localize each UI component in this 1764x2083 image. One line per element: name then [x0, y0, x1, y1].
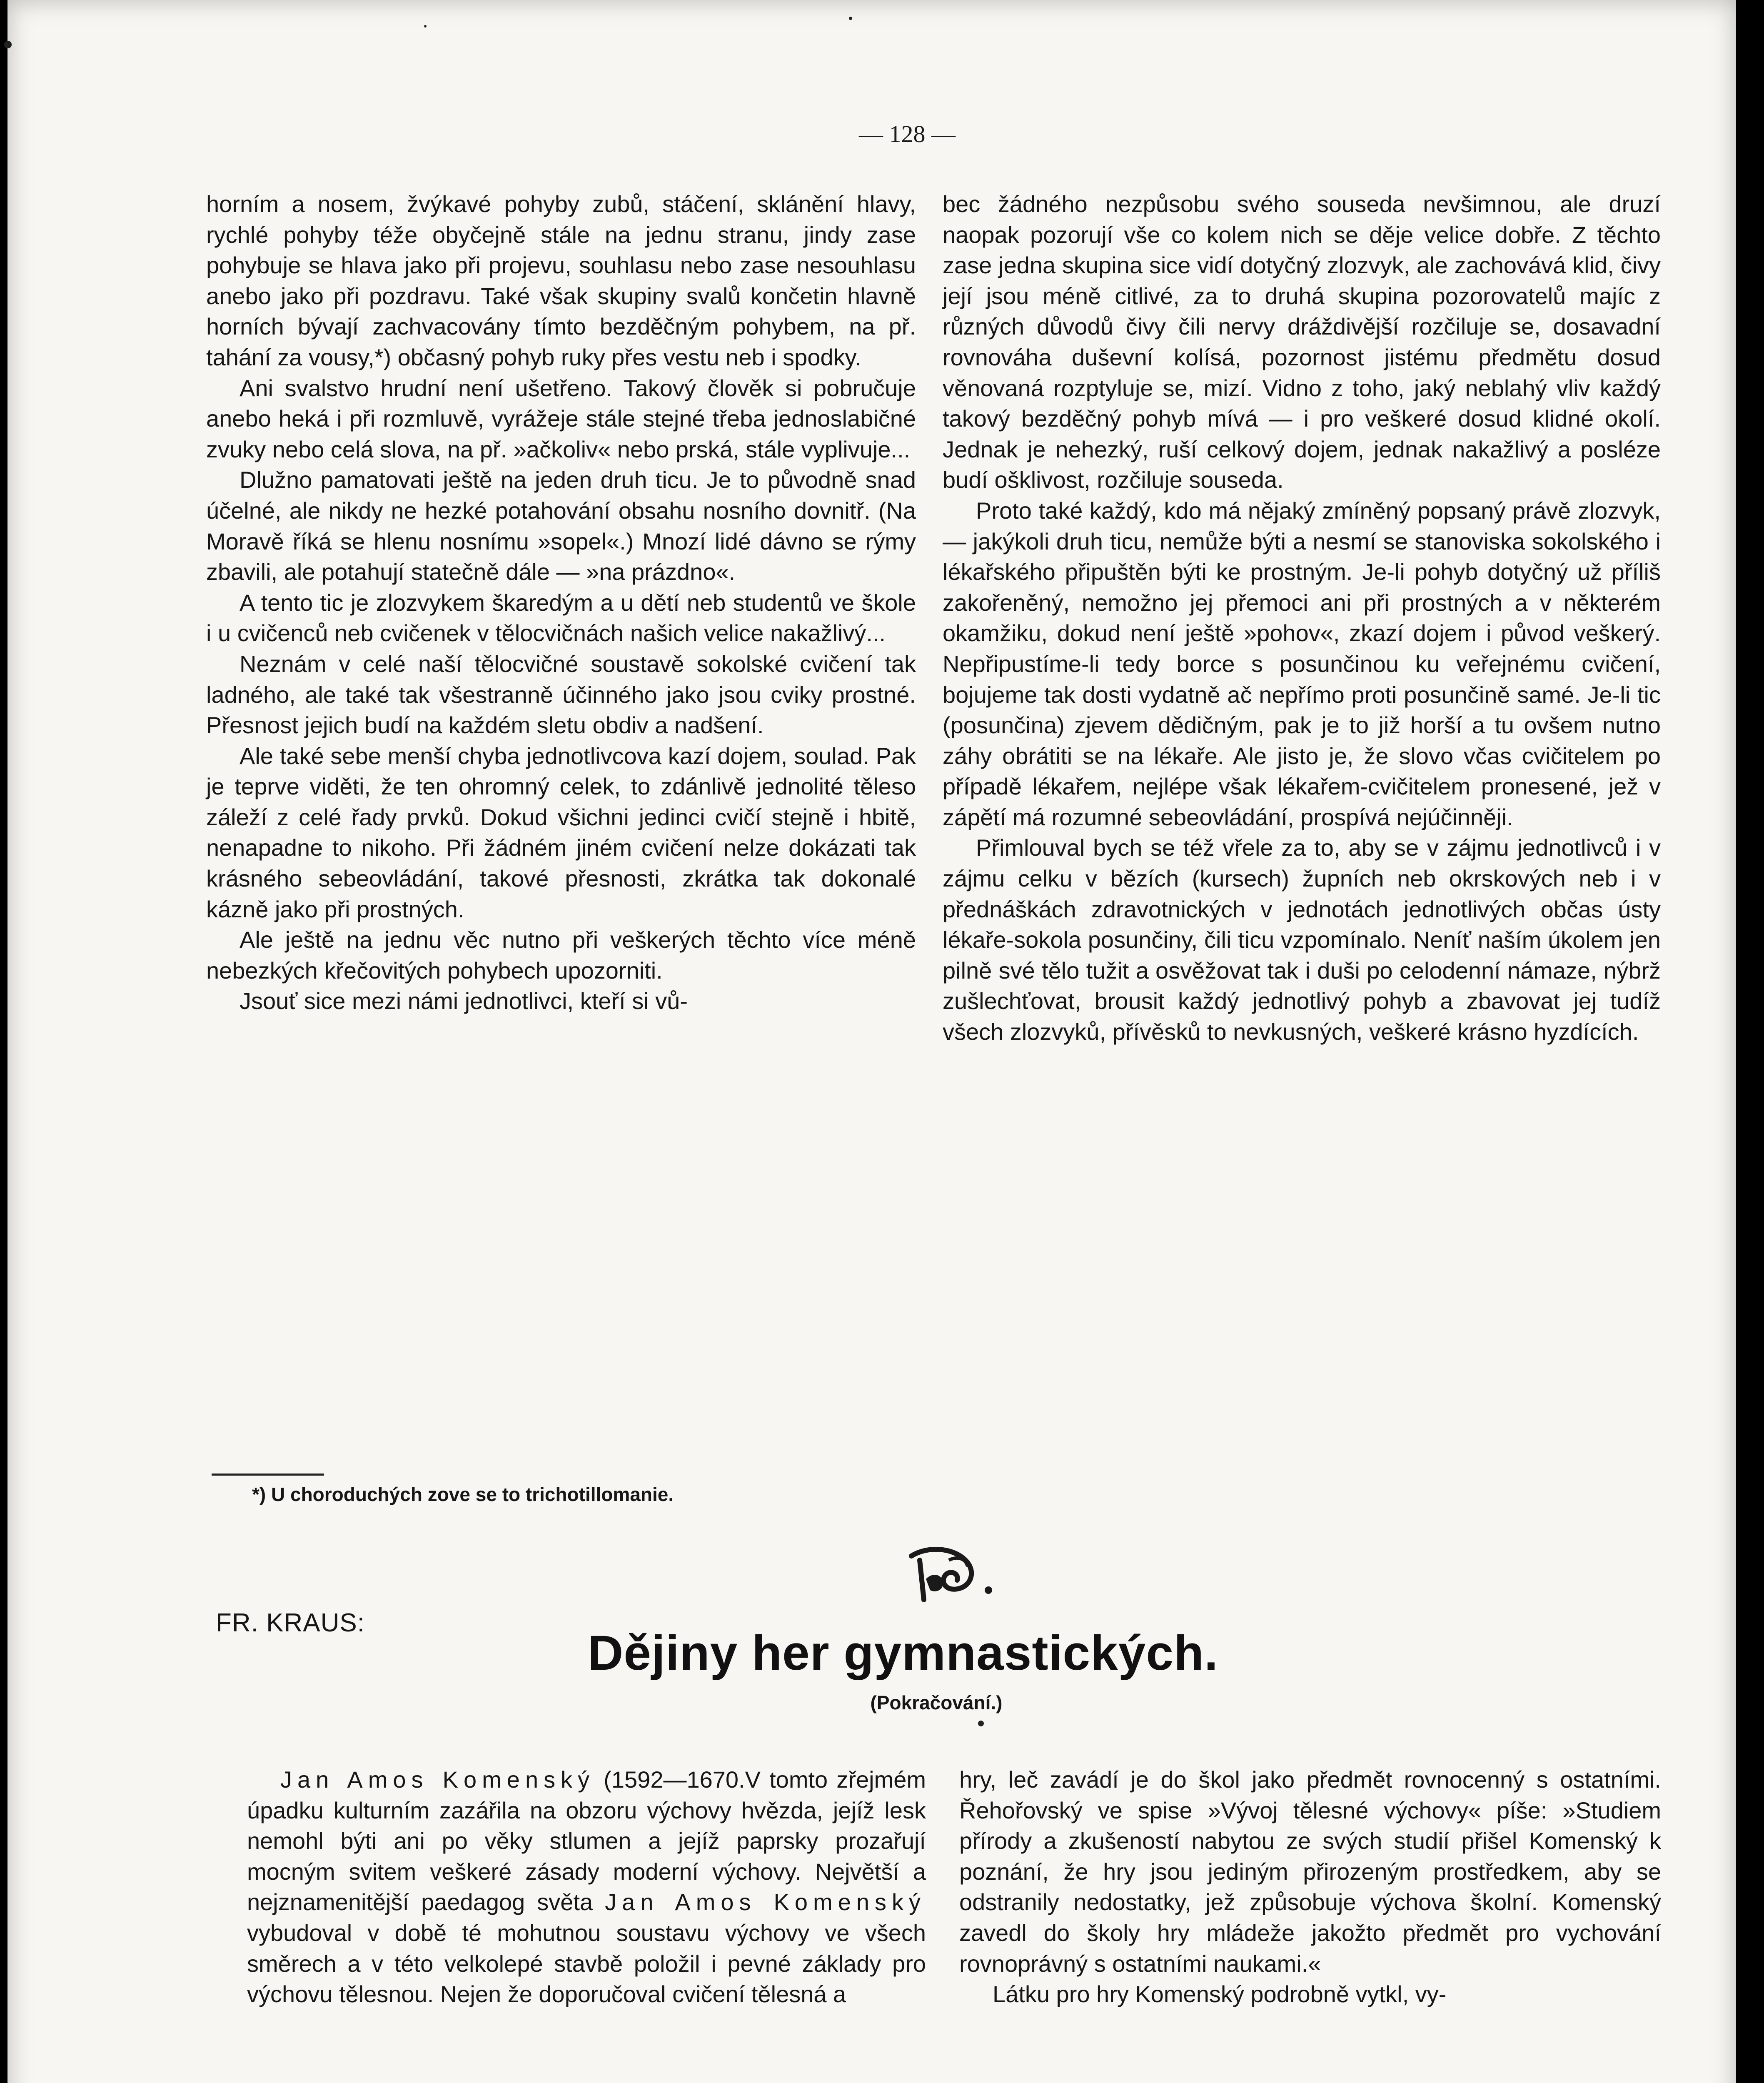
paragraph: Dlužno pamatovati ještě na jeden druh ticu. Je to původně snad účelné, ale nikdy ne hezké potahování obsahu nosního dovnitř. (Na Moravě říká se hlenu nosnímu »sopel«.) Mnozí lidé dávno se rýmy zbavili, ale potahují statečně dále — »na prázdno«. [206, 467, 916, 585]
article-text: (1592—1670.V tomto zřejmém úpadku kulturním zazářila na obzoru výchovy hvězda, jejíž lesk nemohl býti ani po věky stlumen a jejíž paprsky prozařují mocným svitem veškeré zásady moderní výchovy. Největší a nejznamenitější paedagog světa [247, 1766, 926, 1916]
section1-right-column [943, 189, 1661, 1047]
article-right-column [959, 1764, 1661, 2010]
paragraph: Ani svalstvo hrudní není ušetřeno. Takový člověk si pobručuje anebo heká i při rozmluvě, vyrážeje stále stejné třeba jednoslabičné zvuky nebo celá slova, na př. »ačkoliv« nebo prská, stále vyplivuje... [206, 375, 916, 462]
paragraph: Přimlouval bych se též vřele za to, aby se v zájmu jednotlivců i v zájmu celku v bězích (kursech) župních neb okrskových neb i v přednáškách zdravotnických v jednotách jednotlivých občas ústy lékaře-sokola posunčiny, čili ticu vzpomínalo. Neníť naším úkolem jen pilně své tělo tužit a osvěžovat tak i duši po celodenní námaze, nýbrž zušlechťovat, brousit každý jednotlivý pohyb a zbavovat jej tudíž všech zlozvyků, přívěsků to nevkusných, veškeré krásno hyzdících. [943, 834, 1661, 1045]
speck [978, 1721, 984, 1726]
speck [4, 41, 12, 48]
article-left-column [247, 1764, 926, 2010]
footnote-rule [212, 1474, 324, 1476]
paragraph: Proto také každý, kdo má nějaký zmíněný popsaný právě zlozvyk, — jakýkoli druh ticu, nemůže býti a nesmí se stanoviska sokolského i lékařského připuštěn býti ke prostným. Je-li pohyb dotyčný už příliš zakořeněný, nemožno jej přemoci ani při prostných a v některém okamžiku, dokud není ještě »pohov«, zkazí dojem i původ veškerý. Nepřipustíme-li tedy borce s posunčinou ku veřejnému cvičení, bojujeme tak dosti vydatně ač nepřímo proti posunčině samé. Je-li tic (posunčina) zjevem dědičným, pak je to již horší a tu ovšem nutno záhy obrátiti se na lékaře. Ale jisto je, že slovo včas cvičitelem po případě lékařem, nejlépe však lékařem-cvičitelem pronesené, jež v zápětí má rozumné sebeovládání, prospívá nejúčinněji. [943, 497, 1661, 830]
paragraph: hry, leč zavádí je do škol jako předmět rovnocenný s ostatními. Řehořovský ve spise »Vývoj tělesné výchovy« píše: »Studiem přírody a zkušeností nabytou ze svých studií přišel Komenský k poznání, že hry jsou jediným přirozeným prostředkem, aby se odstranily nedostatky, jež způsobuje výchova školní. Komenský zavedl do školy hry mládeže jakožto předmět pro vychování rovnoprávný s ostatními naukami.« [959, 1766, 1661, 1977]
paragraph: horním a nosem, žvýkavé pohyby zubů, stáčení, sklánění hlavy, rychlé pohyby téže obyčejně stále na jednu stranu, jindy zase pohybuje se hlava jako při projevu, souhlasu nebo zase nesouhlasu anebo jako při pozdravu. Také však skupiny svalů končetin hlavně horních bývají zachvacovány tímto bezděčným pohybem, na př. tahání za vousy,*) občasný pohyb ruky přes vestu neb i spodky. [206, 191, 916, 370]
footnote: *) U choroduchých zove se to trichotillomanie. [252, 1484, 674, 1505]
paragraph: A tento tic je zlozvykem škaredým a u dětí neb studentů ve škole i u cvičenců neb cvičenek v tělocvičnách našich velice nakažlivý... [206, 589, 916, 647]
speck [849, 17, 852, 20]
page-number: — 128 — [859, 120, 956, 147]
komensky-name: Jan Amos Komenský [605, 1889, 926, 1916]
article-author: FR. KRAUS: [216, 1608, 365, 1637]
komensky-name: Jan Amos Komenský [280, 1766, 595, 1793]
article-subtitle: (Pokračování.) [870, 1692, 1003, 1713]
section1-left-column [206, 189, 916, 1017]
paragraph: Látku pro hry Komenský podrobně vytkl, vy- [993, 1981, 1447, 2008]
paragraph: Neznám v celé naší tělocvičné soustavě sokolské cvičení tak ladného, ale také tak všestranně účinného jako jsou cviky prostné. Přesnost jejich budí na každém sletu obdiv a nadšení. [206, 650, 916, 739]
paragraph: Jsouť sice mezi námi jednotlivci, kteří si vů- [240, 988, 688, 1014]
article-title: Dějiny her gymnastických. [588, 1626, 1218, 1681]
floral-ornament-icon [903, 1544, 999, 1606]
speck [424, 25, 427, 27]
paragraph: Ale ještě na jednu věc nutno při veškerých těchto více méně nebezkých křečovitých pohybech upozorniti. [206, 927, 916, 984]
paragraph: bec žádného nezpůsobu svého souseda nevšimnou, ale druzí naopak pozorují vše co kolem nich se děje velice dobře. Z těchto zase jedna skupina sice vidí dotyčný zlozvyk, ale zachovává klid, čivy její jsou méně citlivé, za to druhá skupina pozorovatelů majíc z různých důvodů čivy čili nervy dráždivější rozčiluje se, dosavadní rovnováha duševní kolísá, pozornost jistému předmětu dosud věnovaná rozptyluje se, mizí. Vidno z toho, jaký neblahý vliv každý takový bezděčný pohyb mívá — i pro veškeré dosud klidné okolí. Jednak je nehezký, ruší celkový dojem, jednak nakažlivý a posléze budí ošklivost, rozčiluje souseda. [943, 191, 1661, 493]
article-text: vybudoval v době té mohutnou soustavu výchovy ve všech směrech a v této velkolepé stavbě položil i pevné základy pro výchovu tělesnou. Nejen že doporučoval cvičení tělesná a [247, 1919, 926, 2008]
paragraph: Ale také sebe menší chyba jednotlivcova kazí dojem, soulad. Pak je teprve viděti, že ten ohromný celek, to zdánlivě jednolité těleso záleží z celé řady prvků. Dokud všichni jedinci cvičí stejně i hbitě, nenapadne to nikoho. Při žádném jiném cvičení nelze dokázati tak krásného sebeovládání, takové přesnosti, zkrátka tak dokonalé kázně jako při prostných. [206, 742, 916, 922]
page-sheet [7, 0, 1736, 2083]
article-paragraph [247, 1764, 926, 2010]
